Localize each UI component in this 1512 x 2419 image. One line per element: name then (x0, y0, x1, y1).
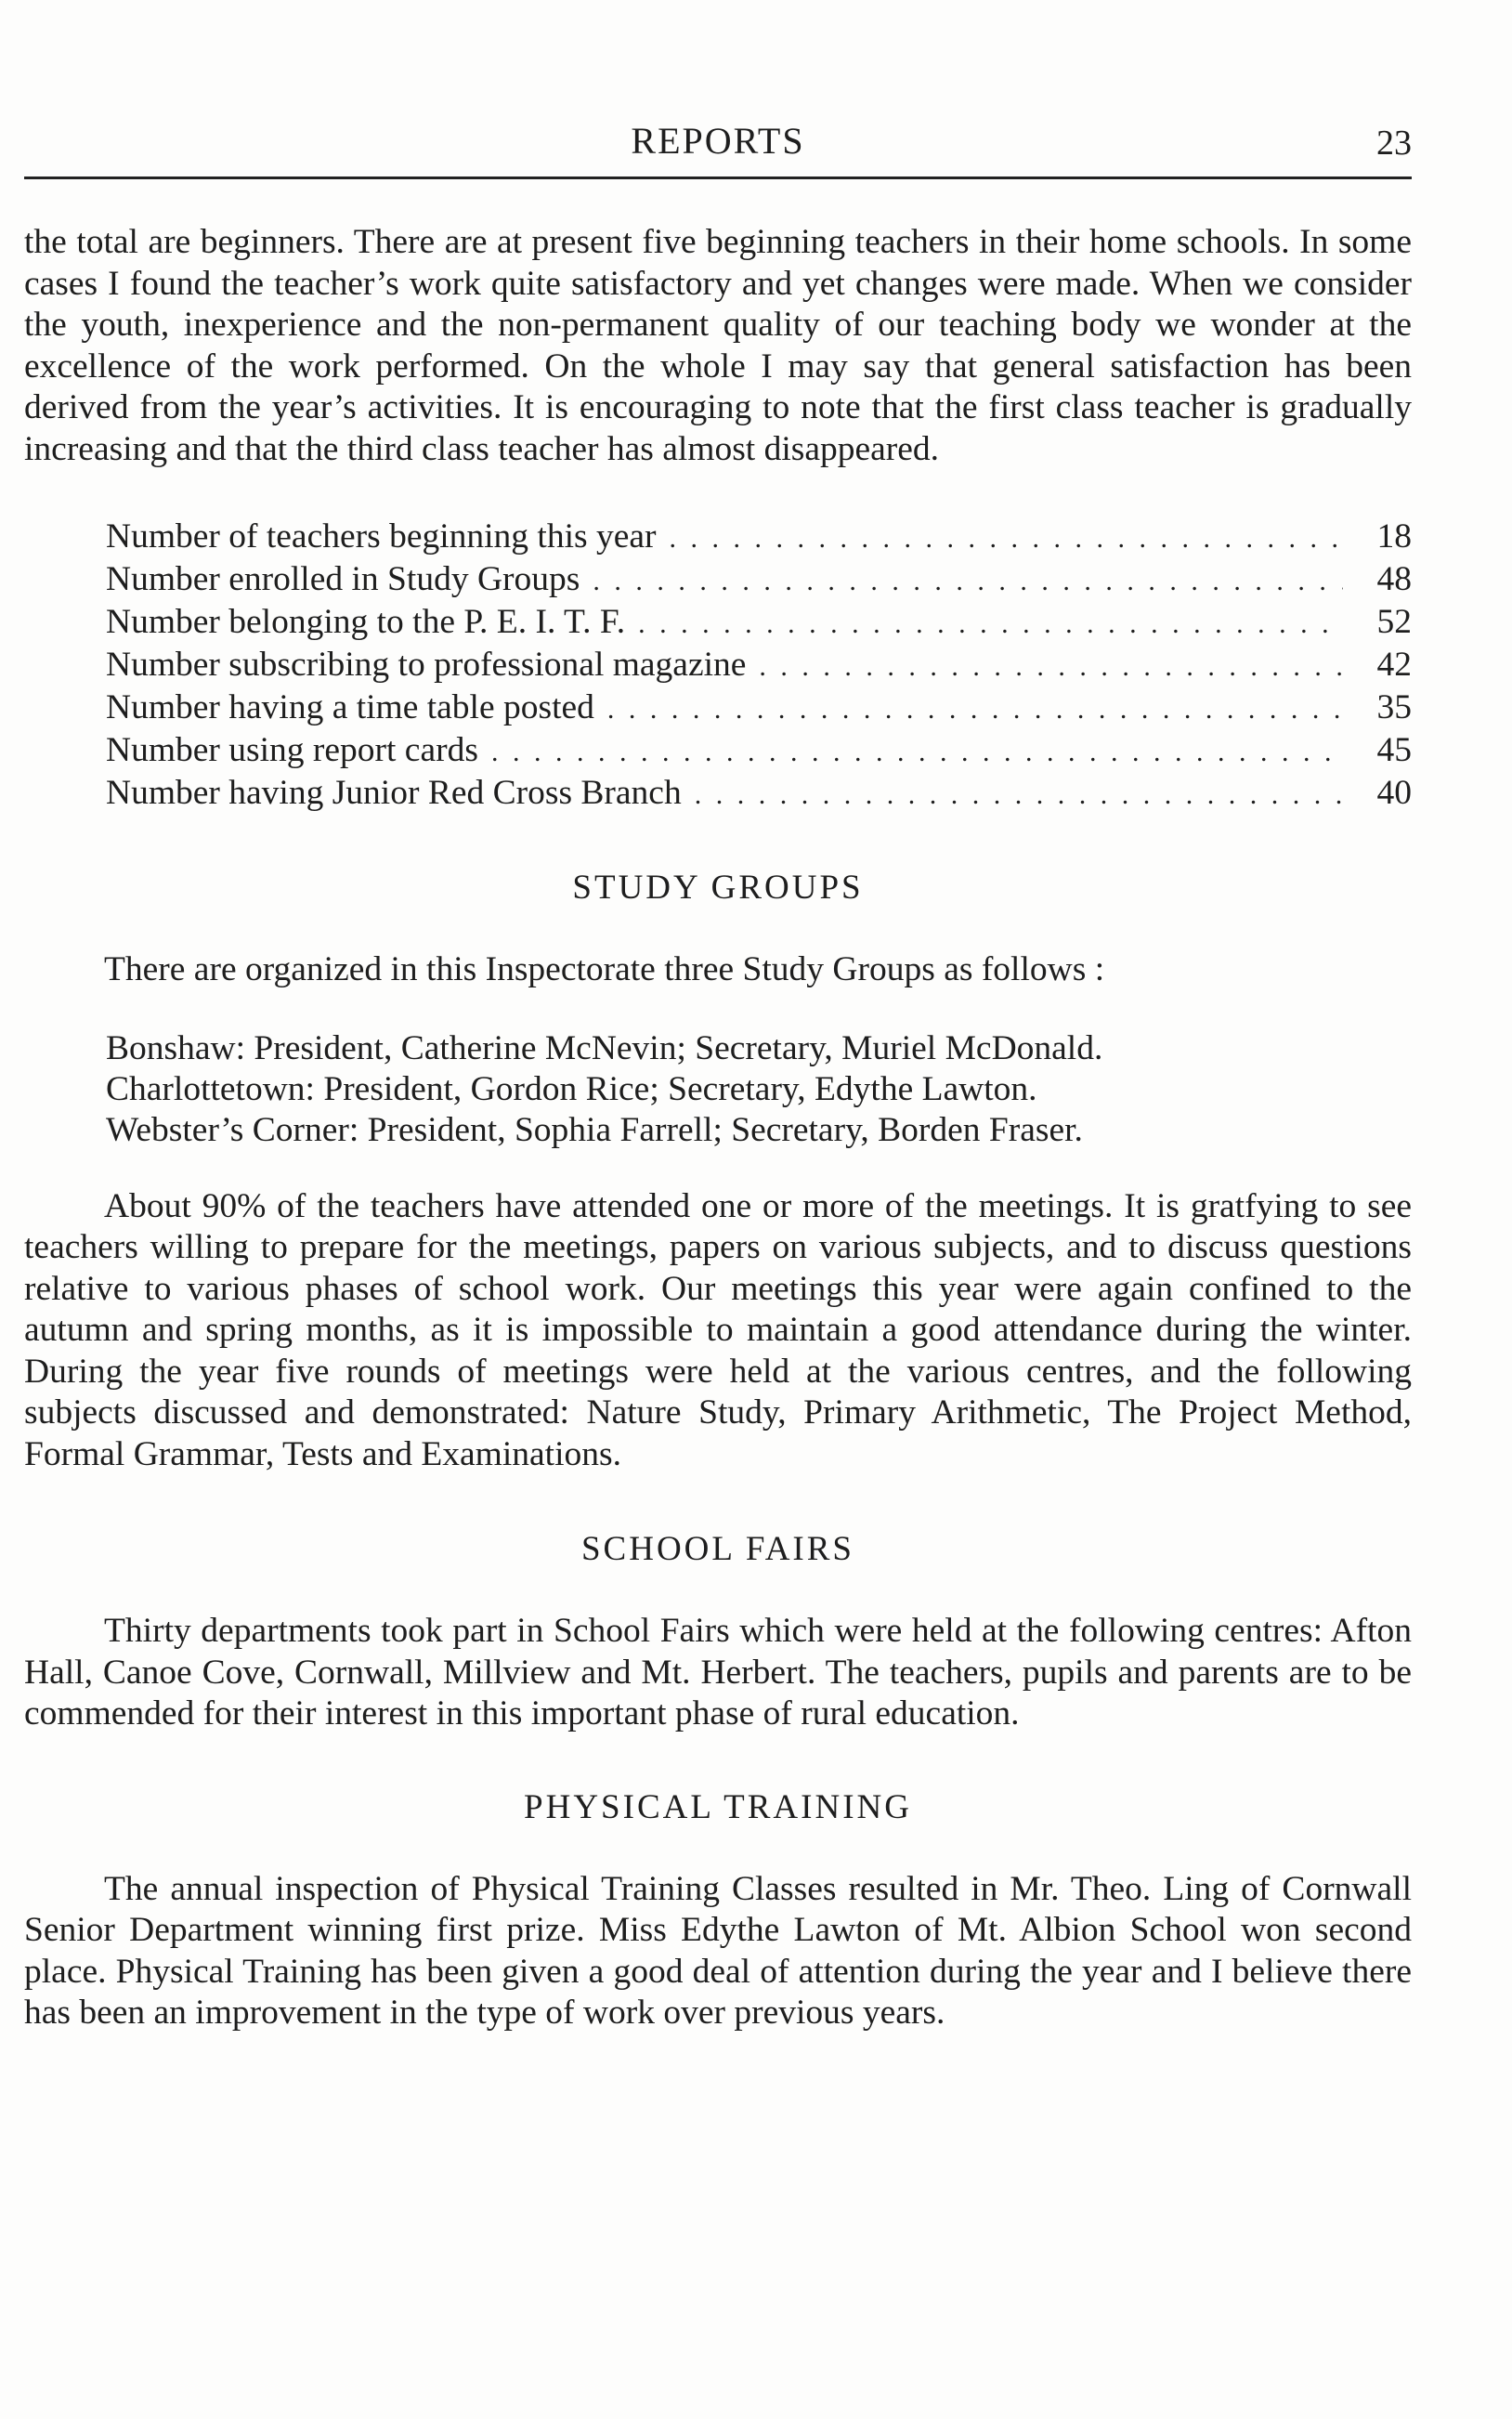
statistic-value: 18 (1376, 517, 1412, 556)
section-heading-school-fairs: SCHOOL FAIRS (580, 1530, 855, 1568)
statistic-row (106, 730, 1412, 773)
page-number: 23 (1376, 124, 1412, 163)
statistic-row (106, 602, 1412, 645)
study-groups-intro: There are organized in this Inspectorate three Study Groups as follows : (104, 950, 1105, 988)
dot-leader (695, 775, 1343, 816)
statistic-label: Number using report cards (106, 731, 478, 769)
dot-leader (491, 732, 1343, 773)
school-fairs-paragraph: Thirty departments took part in School Fairs which were held at the following centres: Afton Hall, Canoe Cove, Cornwall, Millview and Mt. Herbert. The teachers, pupils and parents are to be commended for their interest in this important phase of rural education. (24, 1612, 1412, 1733)
statistic-value: 45 (1376, 731, 1412, 769)
statistic-row (106, 773, 1412, 816)
statistic-value: 42 (1376, 646, 1412, 684)
physical-training-paragraph: The annual inspection of Physical Training Classes resulted in Mr. Theo. Ling of Cornwall Senior Department winning first prize. Miss Edythe Lawton of Mt. Albion School won second place. Physical Training has been given a good deal of attention during the year and I believe there has been an improvement in the type of work over previous years. (24, 1869, 1412, 2032)
statistic-label: Number of teachers beginning this year (106, 517, 657, 556)
study-group-entry: Webster’s Corner: President, Sophia Farrell; Secretary, Borden Fraser. (106, 1110, 1083, 1149)
statistic-label: Number having a time table posted (106, 688, 594, 726)
header-title: REPORTS (631, 120, 805, 162)
study-group-entry: Charlottetown: President, Gordon Rice; Secretary, Edythe Lawton. (106, 1069, 1037, 1108)
study-groups-list (24, 1028, 1412, 1151)
statistic-value: 35 (1376, 688, 1412, 726)
statistic-label: Number subscribing to professional magazine (106, 646, 747, 684)
dot-leader (638, 604, 1343, 645)
statistic-row (106, 687, 1412, 730)
statistic-label: Number having Junior Red Cross Branch (106, 774, 682, 812)
statistic-row (106, 559, 1412, 602)
study-group-entry: Bonshaw: President, Catherine McNevin; Secretary, Muriel McDonald. (106, 1028, 1103, 1067)
statistic-value: 48 (1376, 560, 1412, 598)
dot-leader (670, 518, 1343, 559)
running-header (24, 119, 1412, 163)
statistic-label: Number enrolled in Study Groups (106, 560, 580, 598)
section-heading-physical-training: PHYSICAL TRAINING (524, 1787, 912, 1826)
study-groups-paragraph: About 90% of the teachers have attended one or more of the meetings. It is gratfying to see teachers willing to prepare for the meetings, papers on various subjects, and to discuss questions relative to various phases of school work. Our meetings this year were again confined to the autumn and spring months, as it is impossible to maintain a good attendance during the winter. During the year five rounds of meetings were held at the various centres, and the following subjects discussed and demonstrated: Nature Study, Primary Arithmetic, The Project Method, Formal Grammar, Tests and Examinations. (24, 1186, 1412, 1473)
intro-paragraph: the total are beginners. There are at present five beginning teachers in their home schools. In some cases I found the teacher’s work quite satisfactory and yet changes were made. When we consider the youth, inexperience and the non-permanent quality of our teaching body we wonder at the excellence of the work performed. On the whole I may say that general satisfaction has been derived from the year’s activities. It is encouraging to note that the first class teacher is gradually increasing and that the third class teacher has almost disappeared. (24, 223, 1412, 468)
statistic-row (106, 645, 1412, 687)
section-heading-study-groups: STUDY GROUPS (572, 869, 864, 907)
statistic-value: 52 (1376, 603, 1412, 641)
statistic-label: Number belonging to the P. E. I. T. F. (106, 603, 626, 641)
dot-leader (593, 561, 1343, 602)
dot-leader (607, 689, 1343, 730)
statistics-list (24, 516, 1412, 816)
statistic-row (106, 516, 1412, 559)
header-rule (24, 177, 1412, 179)
statistic-value: 40 (1376, 774, 1412, 812)
dot-leader (759, 647, 1343, 687)
